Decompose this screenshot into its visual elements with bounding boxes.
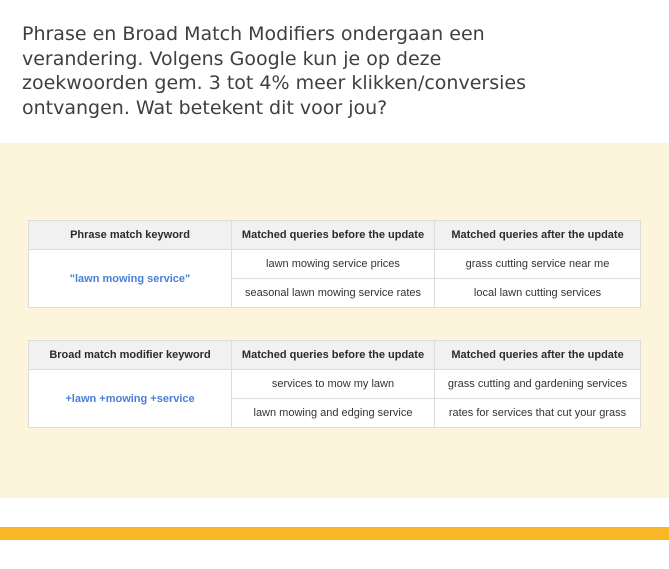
broad-match-modifier-table [28,340,641,428]
after-cell: local lawn cutting services [435,279,641,308]
intro-line: ontvangen. Wat betekent dit voor jou? [22,96,388,119]
before-cell: lawn mowing service prices [232,250,435,279]
after-cell: grass cutting and gardening services [435,370,641,399]
header-keyword: Broad match modifier keyword [29,341,232,370]
header-before: Matched queries before the update [232,221,435,250]
header-keyword: Phrase match keyword [29,221,232,250]
header-after: Matched queries after the update [435,341,641,370]
comparison-panel [0,143,669,498]
before-cell: seasonal lawn mowing service rates [232,279,435,308]
phrase-match-table [28,220,641,308]
after-cell: rates for services that cut your grass [435,399,641,428]
header-after: Matched queries after the update [435,221,641,250]
header-before: Matched queries before the update [232,341,435,370]
keyword-cell: "lawn mowing service" [29,250,232,308]
accent-stripe [0,527,669,540]
table-row [29,250,641,279]
before-cell: lawn mowing and edging service [232,399,435,428]
before-cell: services to mow my lawn [232,370,435,399]
table-header-row [29,221,641,250]
table-row [29,370,641,399]
after-cell: grass cutting service near me [435,250,641,279]
intro-line: verandering. Volgens Google kun je op deze [22,47,442,70]
intro-line: Phrase en Broad Match Modifiers ondergaan een [22,23,485,45]
intro-paragraph [22,22,622,120]
keyword-cell: +lawn +mowing +service [29,370,232,428]
intro-line: zoekwoorden gem. 3 tot 4% meer klikken/conversies [22,72,526,94]
table-header-row [29,341,641,370]
